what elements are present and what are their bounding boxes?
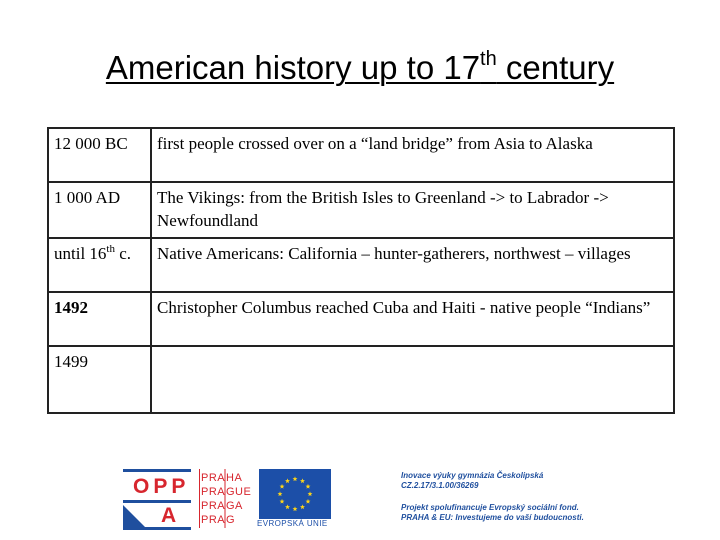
praha-logo-text: HA bbox=[226, 472, 243, 484]
table-row bbox=[48, 238, 674, 292]
date-superscript: th bbox=[106, 243, 115, 255]
date-cell bbox=[48, 238, 151, 292]
title-end: century bbox=[496, 49, 615, 86]
title-superscript: th bbox=[480, 48, 497, 70]
info-line: PRAHA & EU: Investujeme do vaší budoucnosti. bbox=[401, 513, 584, 522]
praha-logo-text: G bbox=[226, 514, 236, 526]
praha-logo-text: PRA bbox=[201, 500, 226, 512]
info-line: Projekt spolufinancuje Evropský sociální fond. bbox=[401, 503, 579, 512]
table-row bbox=[48, 182, 674, 238]
date-cell: 12 000 BC bbox=[48, 128, 151, 182]
event-cell: first people crossed over on a “land bridge” from Asia to Alaska bbox=[151, 128, 674, 182]
oppa-logo-bar bbox=[123, 469, 191, 472]
praha-logo-text: PRA bbox=[201, 486, 226, 498]
event-cell: Christopher Columbus reached Cuba and Haiti - native people “Indians” bbox=[151, 292, 674, 346]
slide-title-text bbox=[106, 49, 614, 86]
title-main: American history up to 17 bbox=[105, 49, 481, 86]
table-row bbox=[48, 128, 674, 182]
date-cell: 1 000 AD bbox=[48, 182, 151, 238]
project-info bbox=[401, 471, 701, 523]
date-cell: 1499 bbox=[48, 346, 151, 413]
praha-logo-grid bbox=[201, 471, 251, 527]
oppa-logo-letter-a: A bbox=[161, 504, 177, 527]
event-cell bbox=[151, 346, 674, 413]
praha-logo-text: PRA bbox=[201, 514, 226, 526]
event-cell: The Vikings: from the British Isles to Greenland -> to Labrador -> Newfoundland bbox=[151, 182, 674, 238]
date-suffix: c. bbox=[114, 244, 132, 263]
oppa-logo-letters: OPP bbox=[133, 475, 190, 498]
praha-logo bbox=[199, 469, 253, 529]
table-row bbox=[48, 292, 674, 346]
info-line: CZ.2.17/3.1.00/36269 bbox=[401, 481, 479, 490]
info-line: Inovace výuky gymnázia Českolipská bbox=[401, 471, 544, 480]
date-cell: 1492 bbox=[48, 292, 151, 346]
slide-title bbox=[0, 46, 720, 90]
praha-logo-text: GUE bbox=[226, 486, 252, 498]
oppa-logo bbox=[123, 469, 191, 530]
history-timeline-table bbox=[47, 127, 675, 414]
event-cell: Native Americans: California – hunter-gatherers, northwest – villages bbox=[151, 238, 674, 292]
table-row bbox=[48, 346, 674, 413]
praha-logo-text: PRA bbox=[201, 472, 226, 484]
date-text: until 16 bbox=[54, 244, 107, 263]
eu-flag-icon bbox=[259, 469, 331, 519]
eu-caption: EVROPSKÁ UNIE bbox=[257, 519, 328, 528]
oppa-logo-triangle bbox=[123, 505, 147, 529]
praha-logo-text: GA bbox=[226, 500, 243, 512]
